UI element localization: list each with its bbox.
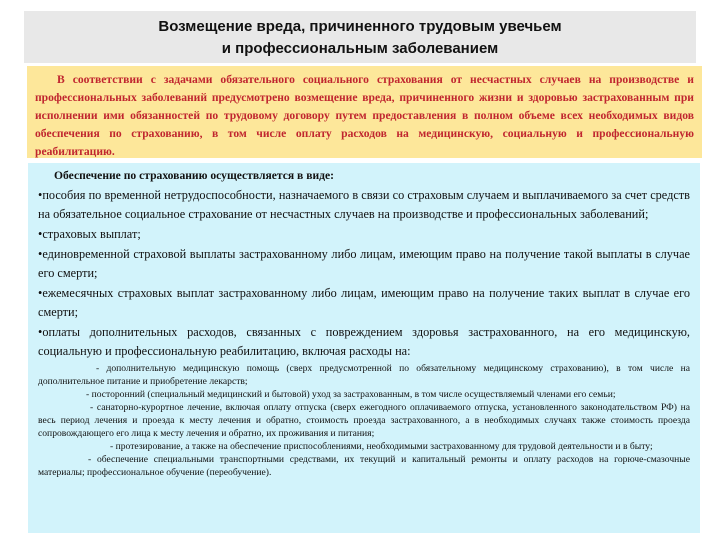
- bullet-icon: •: [38, 286, 43, 300]
- bullet-text: страховых выплат;: [42, 227, 141, 241]
- bullet-text: пособия по временной нетрудоспособности, назначаемого в связи со страховым случаем и выплачиваемого за счет средств на обязательное социальное страхование от несчастных случаев на производстве и профессиональных заболеваний;: [38, 188, 690, 221]
- provisions-lead: Обеспечение по страхованию осуществляется в виде:: [54, 169, 335, 182]
- sub-item: - дополнительную медицинскую помощь (сверх предусмотренной по обязательному медицинскому страхованию), в том числе на дополнительное питание и приобретение лекарств;: [38, 363, 690, 387]
- bullet-text: ежемесячных страховых выплат застрахованному либо лицам, имеющим право на получение таких выплат в случае его смерти;: [38, 286, 690, 319]
- bullet-icon: •: [38, 227, 43, 241]
- bullet-item: [38, 323, 690, 361]
- sub-item: - посторонний (специальный медицинский и бытовой) уход за застрахованным, в том числе осуществляемый членами его семьи;: [86, 389, 616, 400]
- bullet-item: [38, 186, 690, 224]
- title-line-2: и профессиональным заболеванием: [221, 40, 499, 57]
- bullet-icon: •: [38, 188, 43, 202]
- sub-item: - протезирование, а также на обеспечение приспособлениями, необходимыми застрахованному для трудовой деятельности и в быту;: [110, 441, 653, 452]
- bullet-item: [38, 245, 690, 283]
- bullet-icon: •: [38, 247, 43, 261]
- bullet-icon: •: [38, 325, 43, 339]
- sub-item: - обеспечение специальными транспортными средствами, их текущий и капитальный ремонты и оплату расходов на горюче-смазочные материалы; профессиональное обучение (переобучение).: [38, 454, 690, 478]
- intro-panel: [27, 66, 702, 158]
- bullet-text: единовременной страховой выплаты застрахованному либо лицам, имеющим право на получение такой выплаты в случае его смерти;: [38, 247, 690, 280]
- title-line-1: Возмещение вреда, причиненного трудовым увечьем: [158, 18, 562, 35]
- bullet-item: [38, 225, 690, 244]
- slide-title: [24, 11, 696, 63]
- bullet-item: [38, 284, 690, 322]
- intro-text: В соответствии с задачами обязательного социального страхования от несчастных случаев на производстве и профессиональных заболеваний предусмотрено возмещение вреда, причиненного жизни и здоровью застрахованным при исполнении ими обязанностей по трудовому договору путем предоставления в полном объеме всех необходимых видов обеспечения по страхованию, в том числе оплату расходов на медицинскую, социальную и профессиональную реабилитацию.: [35, 73, 694, 158]
- provisions-panel: [28, 163, 700, 533]
- sub-item: - санаторно-курортное лечение, включая оплату отпуска (сверх ежегодного оплачиваемого отпуска, установленного законодательством РФ) на весь период лечения и проезда к месту лечения и обратно, стоимость проезда застрахованного, а в необходимых случаях также стоимость проезда сопровождающего его лица к месту лечения и обратно, их проживания и питания;: [38, 402, 690, 439]
- bullet-text: оплаты дополнительных расходов, связанных с повреждением здоровья застрахованного, на его медицинскую, социальную и профессиональную реабилитацию, включая расходы на:: [38, 325, 690, 358]
